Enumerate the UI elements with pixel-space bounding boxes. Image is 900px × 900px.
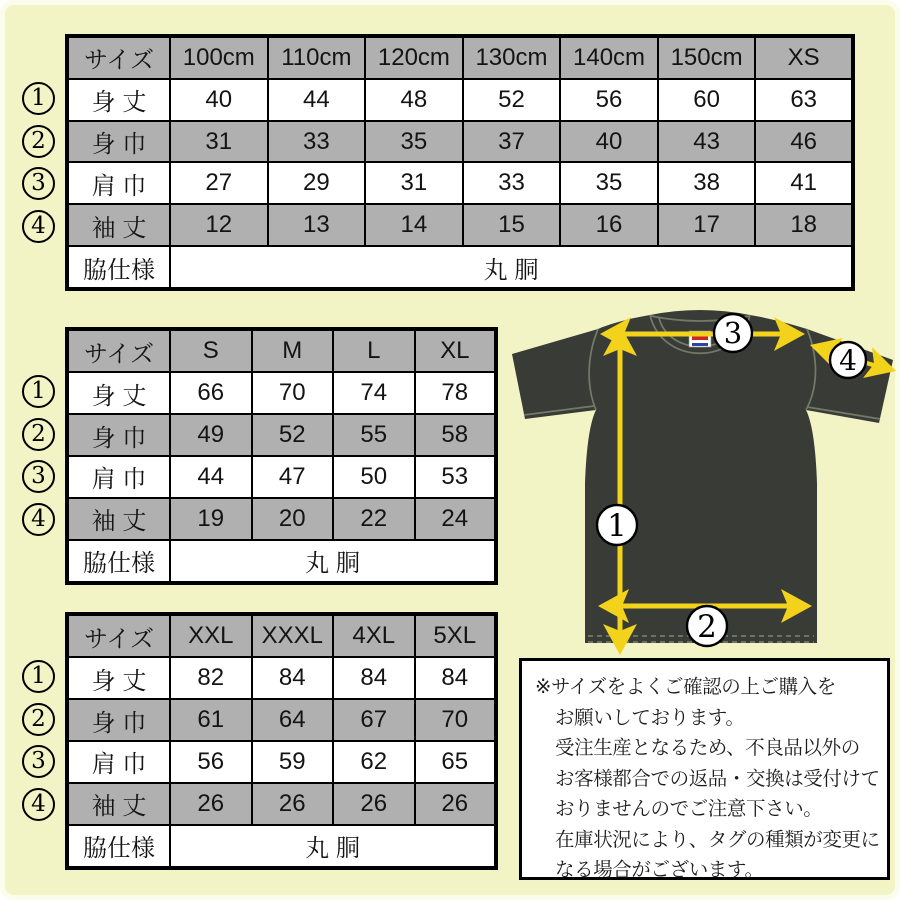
row-label-cell: 脇仕様 bbox=[67, 540, 170, 583]
header-cell: 150cm bbox=[658, 36, 756, 79]
header-cell: サイズ bbox=[67, 614, 170, 657]
value-cell: 40 bbox=[170, 79, 268, 121]
side-spec-value-cell: 丸 胴 bbox=[170, 825, 496, 868]
header-cell: L bbox=[333, 329, 415, 372]
table-row-body-length bbox=[67, 79, 853, 121]
value-cell: 13 bbox=[268, 204, 366, 246]
value-cell: 35 bbox=[365, 121, 463, 163]
value-cell: 15 bbox=[463, 204, 561, 246]
value-cell: 19 bbox=[170, 498, 252, 540]
table-row-side-spec bbox=[67, 246, 853, 289]
value-cell: 22 bbox=[333, 498, 415, 540]
value-cell: 50 bbox=[333, 456, 415, 498]
value-cell: 41 bbox=[755, 162, 853, 204]
value-cell: 48 bbox=[365, 79, 463, 121]
marker-1-icon: 1 bbox=[22, 375, 55, 408]
value-cell: 12 bbox=[170, 204, 268, 246]
row-label-cell: 脇仕様 bbox=[67, 246, 170, 289]
purchase-note-box bbox=[519, 658, 890, 880]
side-spec-value-cell: 丸 胴 bbox=[170, 246, 853, 289]
value-cell: 67 bbox=[333, 699, 415, 741]
table-row-sleeve-length bbox=[67, 783, 496, 825]
value-cell: 20 bbox=[252, 498, 334, 540]
value-cell: 26 bbox=[415, 783, 497, 825]
table-row-sleeve-length bbox=[67, 498, 496, 540]
value-cell: 64 bbox=[252, 699, 334, 741]
table-row-body-length bbox=[67, 372, 496, 414]
value-cell: 70 bbox=[415, 699, 497, 741]
table-row-side-spec bbox=[67, 825, 496, 868]
header-cell: サイズ bbox=[67, 329, 170, 372]
note-line: お客様都合での返品・交換は受付けて bbox=[555, 767, 880, 790]
value-cell: 35 bbox=[560, 162, 658, 204]
value-cell: 27 bbox=[170, 162, 268, 204]
row-label-cell: 身 巾 bbox=[67, 414, 170, 456]
size-table-adult bbox=[65, 327, 498, 585]
value-cell: 60 bbox=[658, 79, 756, 121]
value-cell: 47 bbox=[252, 456, 334, 498]
value-cell: 65 bbox=[415, 741, 497, 783]
value-cell: 37 bbox=[463, 121, 561, 163]
value-cell: 26 bbox=[333, 783, 415, 825]
header-cell: 120cm bbox=[365, 36, 463, 79]
table-row-body-width bbox=[67, 699, 496, 741]
value-cell: 84 bbox=[333, 657, 415, 699]
value-cell: 49 bbox=[170, 414, 252, 456]
marker-4-icon: 4 bbox=[22, 503, 55, 536]
value-cell: 18 bbox=[755, 204, 853, 246]
value-cell: 74 bbox=[333, 372, 415, 414]
value-cell: 44 bbox=[268, 79, 366, 121]
value-cell: 84 bbox=[252, 657, 334, 699]
value-cell: 29 bbox=[268, 162, 366, 204]
value-cell: 46 bbox=[755, 121, 853, 163]
marker-3-label: 3 bbox=[723, 316, 743, 350]
value-cell: 44 bbox=[170, 456, 252, 498]
value-cell: 14 bbox=[365, 204, 463, 246]
header-cell: 130cm bbox=[463, 36, 561, 79]
note-line: なる場合がございます。 bbox=[555, 859, 764, 881]
value-cell: 52 bbox=[252, 414, 334, 456]
marker-4-icon: 4 bbox=[22, 210, 55, 243]
value-cell: 84 bbox=[415, 657, 497, 699]
value-cell: 55 bbox=[333, 414, 415, 456]
header-cell: M bbox=[252, 329, 334, 372]
value-cell: 43 bbox=[658, 121, 756, 163]
table-row-shoulder-width bbox=[67, 741, 496, 783]
note-line: 在庫状況により、タグの種類が変更に bbox=[555, 828, 880, 851]
header-cell: サイズ bbox=[67, 36, 170, 79]
row-label-cell: 袖 丈 bbox=[67, 204, 170, 246]
table-row-body-width bbox=[67, 121, 853, 163]
value-cell: 33 bbox=[463, 162, 561, 204]
row-label-cell: 肩 巾 bbox=[67, 456, 170, 498]
value-cell: 33 bbox=[268, 121, 366, 163]
header-cell: 5XL bbox=[415, 614, 497, 657]
marker-2-icon: 2 bbox=[22, 703, 55, 736]
header-cell: 100cm bbox=[170, 36, 268, 79]
table-row-side-spec bbox=[67, 540, 496, 583]
header-cell: 110cm bbox=[268, 36, 366, 79]
value-cell: 52 bbox=[463, 79, 561, 121]
marker-1-icon: 1 bbox=[22, 660, 55, 693]
marker-4-icon: 4 bbox=[22, 788, 55, 821]
header-cell: S bbox=[170, 329, 252, 372]
marker-3-icon: 3 bbox=[22, 167, 55, 200]
value-cell: 63 bbox=[755, 79, 853, 121]
value-cell: 17 bbox=[658, 204, 756, 246]
header-cell: XL bbox=[415, 329, 497, 372]
marker-1-label: 1 bbox=[607, 508, 627, 544]
row-label-cell: 身 丈 bbox=[67, 657, 170, 699]
table-row-body-length bbox=[67, 657, 496, 699]
value-cell: 26 bbox=[170, 783, 252, 825]
value-cell: 40 bbox=[560, 121, 658, 163]
note-line: 受注生産となるため、不良品以外の bbox=[555, 737, 860, 759]
value-cell: 26 bbox=[252, 783, 334, 825]
marker-2-label: 2 bbox=[697, 609, 717, 645]
row-label-cell: 身 丈 bbox=[67, 79, 170, 121]
value-cell: 31 bbox=[365, 162, 463, 204]
value-cell: 56 bbox=[170, 741, 252, 783]
row-label-cell: 袖 丈 bbox=[67, 783, 170, 825]
value-cell: 16 bbox=[560, 204, 658, 246]
value-cell: 31 bbox=[170, 121, 268, 163]
side-spec-value-cell: 丸 胴 bbox=[170, 540, 496, 583]
value-cell: 82 bbox=[170, 657, 252, 699]
value-cell: 38 bbox=[658, 162, 756, 204]
value-cell: 58 bbox=[415, 414, 497, 456]
note-line: おりませんのでご注意下さい。 bbox=[555, 798, 823, 820]
value-cell: 78 bbox=[415, 372, 497, 414]
value-cell: 70 bbox=[252, 372, 334, 414]
row-label-cell: 身 丈 bbox=[67, 372, 170, 414]
marker-1-icon: 1 bbox=[22, 82, 55, 115]
note-line: お願いしております。 bbox=[555, 706, 745, 729]
size-table-kids bbox=[65, 34, 855, 291]
marker-2-icon: 2 bbox=[22, 418, 55, 451]
row-label-cell: 肩 巾 bbox=[67, 162, 170, 204]
value-cell: 62 bbox=[333, 741, 415, 783]
value-cell: 53 bbox=[415, 456, 497, 498]
value-cell: 56 bbox=[560, 79, 658, 121]
header-cell: 140cm bbox=[560, 36, 658, 79]
table-row-shoulder-width bbox=[67, 162, 853, 204]
row-label-cell: 脇仕様 bbox=[67, 825, 170, 868]
header-cell: XXL bbox=[170, 614, 252, 657]
header-row bbox=[67, 329, 496, 372]
header-row bbox=[67, 614, 496, 657]
note-line: ※サイズをよくご確認の上ご購入を bbox=[535, 676, 836, 698]
marker-3-icon: 3 bbox=[22, 460, 55, 493]
row-label-cell: 身 巾 bbox=[67, 121, 170, 163]
row-label-cell: 身 巾 bbox=[67, 699, 170, 741]
tshirt-diagram bbox=[500, 298, 900, 660]
marker-4-label: 4 bbox=[839, 344, 857, 377]
header-cell: XS bbox=[755, 36, 853, 79]
row-label-cell: 袖 丈 bbox=[67, 498, 170, 540]
value-cell: 66 bbox=[170, 372, 252, 414]
value-cell: 61 bbox=[170, 699, 252, 741]
header-row bbox=[67, 36, 853, 79]
table-row-sleeve-length bbox=[67, 204, 853, 246]
marker-3-icon: 3 bbox=[22, 745, 55, 778]
value-cell: 59 bbox=[252, 741, 334, 783]
marker-2-icon: 2 bbox=[22, 125, 55, 158]
header-cell: XXXL bbox=[252, 614, 334, 657]
value-cell: 24 bbox=[415, 498, 497, 540]
row-label-cell: 肩 巾 bbox=[67, 741, 170, 783]
table-row-shoulder-width bbox=[67, 456, 496, 498]
table-row-body-width bbox=[67, 414, 496, 456]
header-cell: 4XL bbox=[333, 614, 415, 657]
size-table-big bbox=[65, 612, 498, 870]
